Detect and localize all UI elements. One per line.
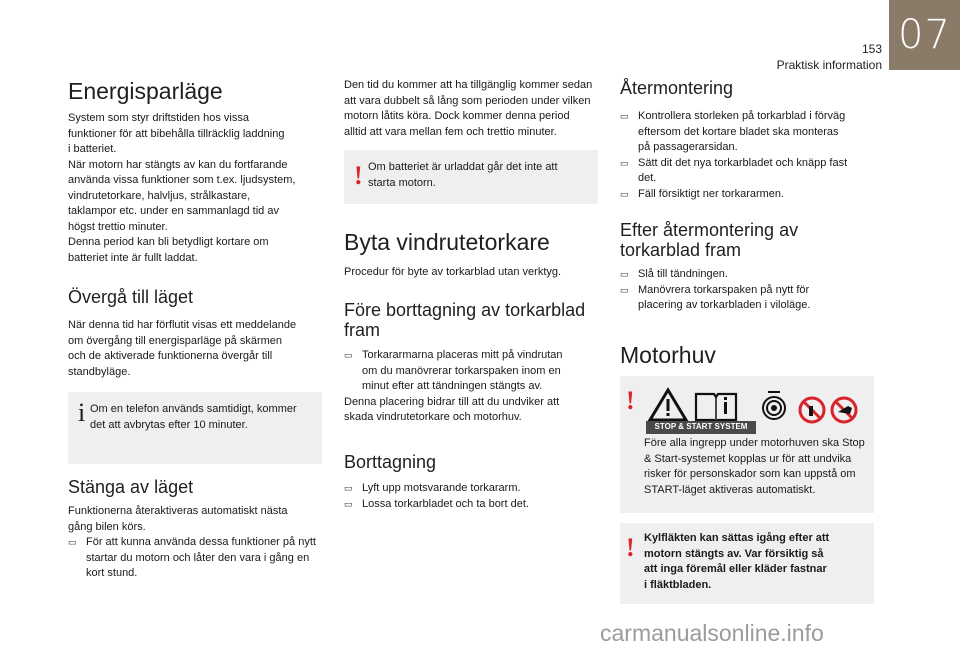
- list-item: [344, 497, 606, 513]
- efter-heading: Efter återmontering av torkarblad fram: [620, 220, 799, 260]
- bullet-icon: ▭: [620, 188, 629, 199]
- text-line: Den tid du kommer att ha tillgänglig kommer sedan: [344, 79, 593, 91]
- text-line: Torkararmarna placeras mitt på vindrutan: [362, 349, 563, 361]
- text-line: om övergång till energisparläge på skärmen: [68, 334, 283, 347]
- motorhuv-title: Motorhuv: [620, 342, 716, 368]
- bullet-icon: ▭: [620, 111, 629, 121]
- text-line: Kylfläkten kan sättas igång efter att: [644, 532, 830, 544]
- chapter-tab: [889, 0, 960, 70]
- text-line: Kontrollera storleken på torkarblad i förväg: [638, 110, 846, 122]
- byta-title: Byta vindrutetorkare: [344, 229, 550, 255]
- bullet-icon: ▭: [620, 284, 629, 295]
- fore-heading: Före borttagning av torkarblad fram: [344, 300, 586, 340]
- text-line: på passagerarsidan.: [638, 141, 738, 153]
- text-line: Denna period kan bli betydligt kortare om: [68, 236, 269, 248]
- text-line: batteriet inte är fullt laddat.: [68, 251, 198, 264]
- text-line: Lossa torkarbladet och ta bort det.: [362, 497, 529, 510]
- text-line: eftersom det kortare bladet ska monteras: [638, 125, 839, 138]
- list-item: [620, 187, 882, 203]
- fan-warning-box: [620, 523, 874, 604]
- atermontering-heading: Återmontering: [620, 78, 734, 98]
- warning-icon: !: [626, 386, 635, 415]
- list-item: [620, 283, 882, 314]
- text-line: skada vindrutetorkare och motorhuv.: [344, 411, 522, 423]
- list-item: [344, 481, 606, 497]
- chapter-number: 07: [898, 12, 951, 58]
- stanga-text: [68, 504, 330, 582]
- text-line: Före alla ingrepp under motorhuven ska Stop: [644, 437, 865, 449]
- warning-box: [344, 150, 598, 204]
- bullet-icon: ▭: [344, 498, 353, 509]
- text-line: START-läget aktiveras automatiskt.: [644, 483, 816, 496]
- text-line: När motorn har stängts av kan du fortfarande: [68, 158, 288, 171]
- text-line: det.: [638, 172, 657, 184]
- text-line: System som styr driftstiden hos vissa: [68, 112, 249, 124]
- energisparlage-title: Energisparläge: [68, 78, 223, 104]
- info-icon: i: [78, 398, 86, 427]
- text-line: Slå till tändningen.: [638, 268, 728, 280]
- text-line: det att avbrytas efter 10 minuter.: [90, 418, 248, 431]
- fore-section: [344, 348, 606, 426]
- borttagning-list: [344, 481, 606, 512]
- bullet-icon: ▭: [344, 350, 353, 360]
- text-line: i fläktbladen.: [644, 578, 712, 591]
- atermontering-list: [620, 109, 882, 202]
- text-line: Lyft upp motsvarande torkararm.: [362, 482, 521, 494]
- text-line: Om batteriet är urladdat går det inte att: [368, 161, 558, 173]
- list-item: [620, 156, 882, 187]
- list-item: [344, 348, 606, 395]
- text-line: Denna placering bidrar till att du undviker att: [344, 395, 560, 408]
- efter-list: [620, 267, 882, 314]
- manual-book-icon: [696, 394, 736, 423]
- watermark: carmanualsonline.info: [600, 620, 824, 646]
- text-line: risker för personskador som kan uppstå om: [644, 468, 856, 480]
- overga-text: [68, 318, 328, 380]
- text-line: använda vissa funktioner som t.ex. ljudsystem,: [68, 174, 296, 186]
- no-dog-icon: [832, 398, 856, 422]
- text-line: och de aktiverade funktionerna övergår till: [68, 350, 273, 362]
- text-line: att vara dubbelt så lång som perioden under vilken: [344, 94, 591, 107]
- stanga-heading: Stänga av läget: [68, 477, 194, 497]
- warning-triangle-icon: [650, 390, 686, 420]
- text-line: & Start-systemet kopplas ur för att undvika: [644, 452, 852, 465]
- text-line: kort stund.: [86, 567, 138, 579]
- text-line: vindrutetorkare, halvljus, strålkastare,: [68, 189, 251, 202]
- text-line: högst trettio minuter.: [68, 220, 168, 233]
- borttagning-heading: Borttagning: [344, 452, 437, 472]
- text-line: startar du motorn och låter den vara i gång en: [86, 551, 310, 564]
- text-line: starta motorn.: [368, 176, 436, 189]
- overga-heading: Övergå till läget: [68, 287, 194, 307]
- bullet-icon: ▭: [68, 537, 77, 547]
- text-line: standbyläge.: [68, 365, 131, 378]
- text-line: funktioner för att bibehålla tillräcklig laddning: [68, 127, 285, 140]
- text-line: taklampor etc. under en sammanlagd tid av: [68, 205, 279, 217]
- text-line: placering av torkarbladen i viloläge.: [638, 299, 811, 311]
- text-line: Manövrera torkarspaken på nytt för: [638, 283, 810, 296]
- text-line: Sätt dit det nya torkarbladet och knäpp fast: [638, 156, 848, 169]
- bullet-icon: ▭: [620, 269, 629, 279]
- info-box: [68, 392, 322, 464]
- text-line: När denna tid har förflutit visas ett meddelande: [68, 319, 297, 331]
- text-line: Fäll försiktigt ner torkararmen.: [638, 187, 785, 200]
- section-title: Praktisk information: [776, 58, 882, 72]
- text-line: alltid att vara mellan fem och trettio minuter.: [344, 125, 557, 138]
- procedure-text: Procedur för byte av torkarblad utan verktyg.: [344, 266, 562, 278]
- bullet-icon: ▭: [620, 157, 629, 168]
- warning-icon: !: [626, 533, 635, 562]
- text-line: minut efter att tändningen stängts av.: [362, 380, 543, 392]
- list-item: [68, 535, 330, 582]
- spiral-fan-icon: [763, 392, 785, 419]
- text-line: Om en telefon används samtidigt, kommer: [90, 403, 297, 415]
- text-line: om du manövrerar torkarspaken inom en: [362, 364, 561, 377]
- no-hand-icon: [800, 398, 824, 422]
- text-line: motorn stängts av. Var försiktig så: [644, 547, 824, 560]
- text-line: att inga föremål eller kläder fastnar: [644, 563, 827, 575]
- stop-start-label: STOP & START SYSTEM: [646, 421, 756, 433]
- list-item: [620, 109, 882, 156]
- list-item: [620, 267, 882, 283]
- text-line: gång bilen körs.: [68, 520, 146, 533]
- text-line: Funktionerna återaktiveras automatiskt nästa: [68, 505, 288, 517]
- energisparlage-intro: [68, 111, 328, 266]
- col2-top-text: [344, 78, 606, 140]
- bullet-icon: ▭: [344, 483, 353, 493]
- warning-icon: !: [354, 161, 363, 190]
- text-line: motorn låtits köra. Dock kommer denna period: [344, 110, 570, 122]
- page-number: 153: [861, 42, 882, 56]
- text-line: För att kunna använda dessa funktioner på nytt: [86, 536, 316, 548]
- text-line: i batteriet.: [68, 143, 117, 155]
